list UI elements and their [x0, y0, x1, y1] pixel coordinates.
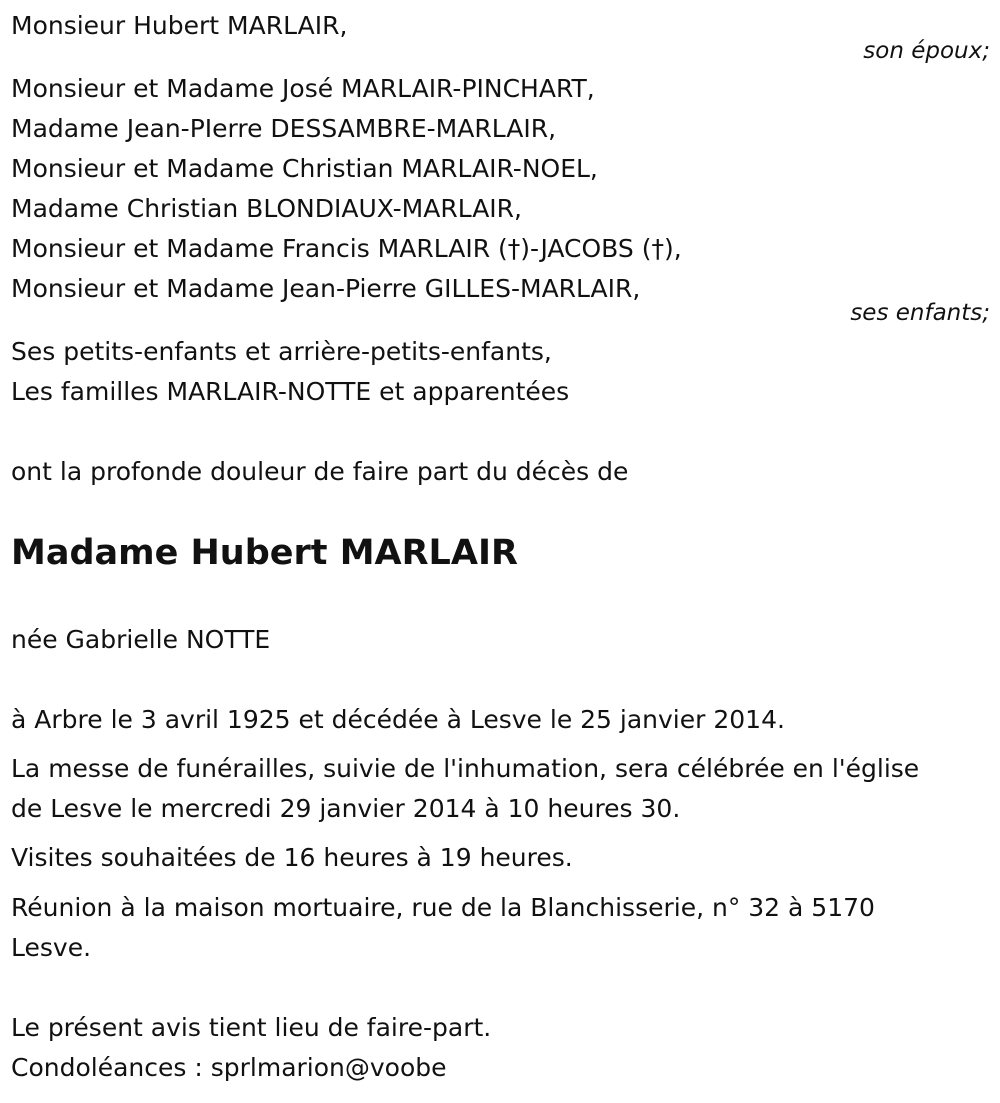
funeral-line: de Lesve le mercredi 29 janvier 2014 à 10 heures 30. [11, 794, 681, 823]
condolences-line[interactable]: Condoléances : sprlmarion@voobe [11, 1053, 447, 1082]
meeting-line: Réunion à la maison mortuaire, rue de la Blanchisserie, n° 32 à 5170 [11, 893, 875, 922]
families-line: Les familles MARLAIR-NOTTE et apparentées [11, 377, 570, 406]
announcement-text: ont la profonde douleur de faire part du décès de [11, 457, 629, 486]
deceased-name: Madame Hubert MARLAIR [11, 533, 518, 573]
child-line: Madame Christian BLONDIAUX-MARLAIR, [11, 194, 522, 223]
birth-death-line: à Arbre le 3 avril 1925 et décédée à Lesve le 25 janvier 2014. [11, 705, 785, 734]
notice-line: Le présent avis tient lieu de faire-part. [11, 1013, 492, 1042]
child-line: Madame Jean-PIerre DESSAMBRE-MARLAIR, [11, 114, 557, 143]
maiden-name: née Gabrielle NOTTE [11, 625, 271, 654]
meeting-line: Lesve. [11, 933, 92, 962]
husband-name: Monsieur Hubert MARLAIR, [11, 11, 348, 40]
child-line: Monsieur et Madame José MARLAIR-PINCHART, [11, 74, 595, 103]
visits-line: Visites souhaitées de 16 heures à 19 heures. [11, 843, 573, 872]
husband-role: son époux; [863, 38, 990, 64]
child-line: Monsieur et Madame Christian MARLAIR-NOEL, [11, 154, 598, 183]
child-line: Monsieur et Madame Jean-Pierre GILLES-MARLAIR, [11, 274, 641, 303]
grandchildren-line: Ses petits-enfants et arrière-petits-enfants, [11, 337, 552, 366]
children-role: ses enfants; [850, 300, 990, 326]
child-line: Monsieur et Madame Francis MARLAIR (†)-JACOBS (†), [11, 234, 682, 263]
funeral-line: La messe de funérailles, suivie de l'inhumation, sera célébrée en l'église [11, 754, 920, 783]
